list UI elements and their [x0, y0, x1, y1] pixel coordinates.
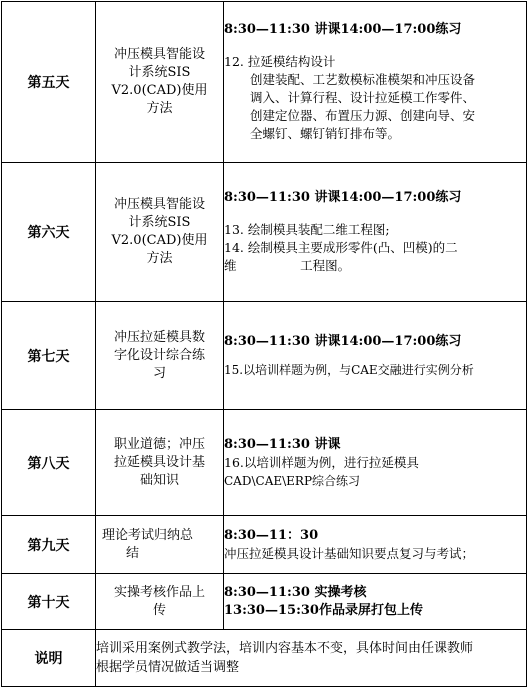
time-slot: 13:30—15:30作品录屏打包上传	[224, 602, 423, 618]
detail-cell	[224, 516, 527, 574]
detail-line: 调入、计算行程、设计拉延模工作零件、	[250, 90, 476, 105]
note-line: 培训采用案例式教学法，培训内容基本不变，具体时间由任课教师	[96, 641, 474, 656]
table-row	[2, 516, 527, 574]
topic-line: 冲压模具智能设	[113, 47, 205, 62]
day-label: 第八天	[2, 410, 96, 516]
topic-cell	[96, 574, 224, 630]
schedule-table	[1, 1, 527, 687]
detail-line: 12. 拉延模结构设计	[224, 54, 336, 69]
topic-line: 理论考试归纳总	[102, 527, 194, 543]
topic-line: 结	[126, 545, 140, 561]
topic-line: 计系统SIS	[128, 65, 191, 80]
note-line: 根据学员情况做适当调整	[96, 660, 240, 675]
table-row	[2, 630, 527, 687]
topic-line: 础知识	[139, 472, 179, 488]
time-slot: 8:30—11:30 讲课	[224, 436, 341, 452]
detail-cell	[224, 410, 527, 516]
table-row	[2, 163, 527, 302]
topic-line: 习	[152, 365, 166, 381]
topic-line: 计系统SIS	[128, 215, 191, 230]
detail-line: 16.以培训样题为例，进行拉延模具	[224, 454, 419, 470]
detail-line: 创建定位器、布置压力源、创建向导、安	[250, 108, 476, 123]
time-slot: 8:30—11：30	[224, 527, 319, 543]
topic-line: 方法	[146, 251, 173, 266]
topic-line: 职业道德；冲压	[113, 436, 205, 452]
day-label: 第七天	[2, 302, 96, 410]
topic-cell	[96, 302, 224, 410]
detail-cell	[224, 302, 527, 410]
topic-cell	[96, 163, 224, 302]
table-row	[2, 2, 527, 163]
detail-line: 冲压拉延模具设计基础知识要点复习与考试；	[224, 545, 475, 561]
detail-line: 14. 绘制模具主要成形零件(凸、凹模)的二	[224, 240, 458, 255]
topic-line: 传	[152, 602, 166, 618]
time-slot: 8:30—11:30 讲课14:00—17:00练习	[224, 22, 462, 37]
topic-line: 冲压模具智能设	[113, 197, 205, 212]
time-slot: 8:30—11:30 讲课14:00—17:00练习	[224, 333, 462, 349]
topic-cell	[96, 516, 224, 574]
topic-cell	[96, 410, 224, 516]
topic-line: 方法	[146, 101, 173, 116]
time-slot: 8:30—11:30 讲课14:00—17:00练习	[224, 190, 462, 205]
table-row	[2, 574, 527, 630]
detail-line: 全螺钉、螺钉销钉排布等。	[250, 126, 401, 141]
detail-cell	[224, 163, 527, 302]
detail-line: CAD\CAE\ERP综合练习	[224, 473, 361, 488]
note-cell	[96, 630, 527, 687]
topic-line: V2.0(CAD)使用	[111, 233, 208, 248]
topic-line: V2.0(CAD)使用	[111, 83, 208, 98]
topic-cell	[96, 2, 224, 163]
topic-line: 实操考核作品上	[113, 584, 205, 600]
detail-line: 维 工程图。	[224, 258, 351, 273]
table-row	[2, 410, 527, 516]
detail-cell	[224, 2, 527, 163]
table-row	[2, 302, 527, 410]
detail-cell	[224, 574, 527, 630]
detail-line: 15.以培训样题为例，与CAE交融进行实例分析	[224, 362, 474, 377]
day-label: 第五天	[2, 2, 96, 163]
detail-line: 13. 绘制模具装配二维工程图;	[224, 222, 390, 237]
note-label: 说明	[2, 630, 96, 687]
detail-line: 创建装配、工艺数模标准模架和冲压设备	[250, 72, 476, 87]
topic-line: 拉延模具设计基	[113, 454, 205, 470]
topic-line: 冲压拉延模具数	[113, 329, 205, 345]
time-slot: 8:30—11:30 实操考核	[224, 584, 367, 600]
day-label: 第六天	[2, 163, 96, 302]
day-label: 第十天	[2, 574, 96, 630]
day-label: 第九天	[2, 516, 96, 574]
topic-line: 字化设计综合练	[113, 347, 205, 363]
